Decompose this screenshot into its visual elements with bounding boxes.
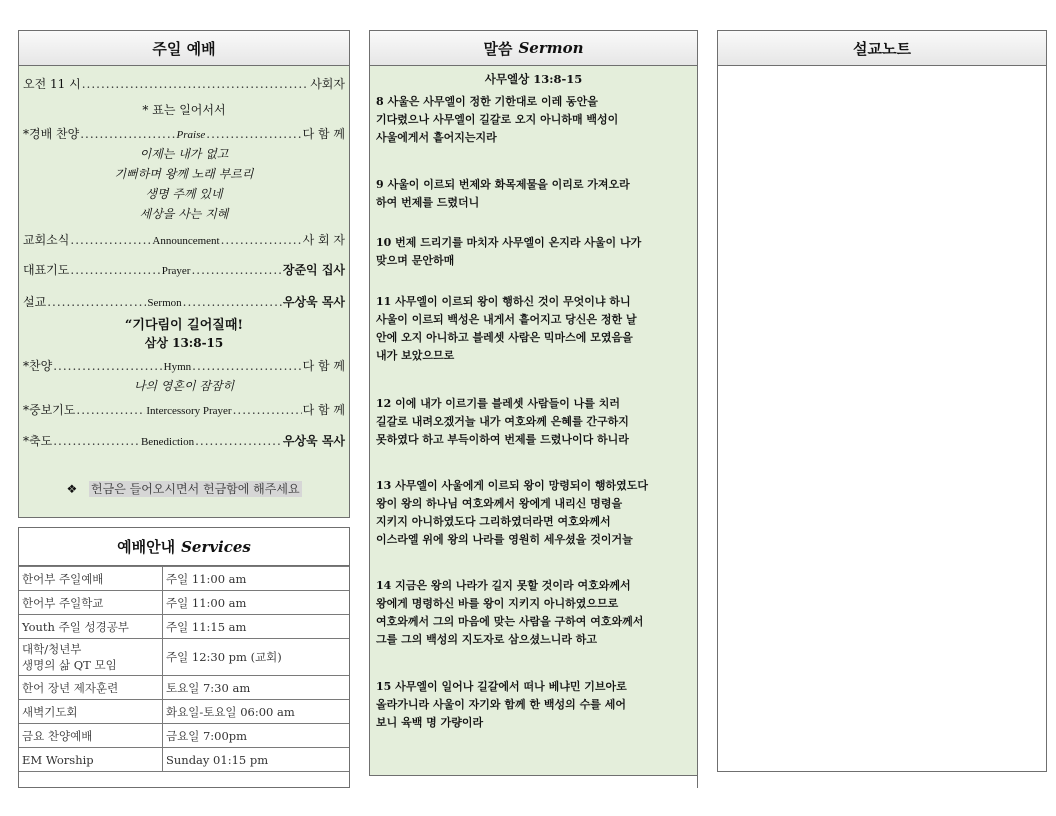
offering-note: ❖ 헌금은 들어오시면서 헌금함에 해주세요 (66, 482, 300, 496)
service-name: 새벽기도회 (19, 700, 163, 724)
service-name: 한어부 주일학교 (19, 591, 163, 615)
service-row (19, 724, 349, 748)
verse: 14 지금은 왕의 나라가 길지 못할 것이라 여호와께서 왕에게 명령하신 바를 왕이 지키지 아니하였으므로 여호와께서 그의 마음에 맞는 사람을 구하여 여호와께서 그를 그의 백성의 지도자로 삼으셨느니라 하고 (376, 579, 644, 646)
praise-lyric: 기뻐하며 왕께 노래 부르리 (114, 167, 254, 181)
time-label: 오전 11 시 (23, 77, 81, 91)
worship-order-panel (18, 30, 350, 518)
sermon-notes-title: 설교노트 (718, 31, 1046, 66)
service-row (19, 700, 349, 724)
verse: 12 이에 내가 이르기를 블레셋 사람들이 나를 치러 길갈로 내려오겠거늘 내가 여호와께 은혜를 간구하지 못하였다 하고 부득이하여 번제를 드렸나이다 하니라 (376, 397, 629, 446)
service-row (19, 639, 349, 676)
service-row (19, 748, 349, 772)
standing-note: * 표는 일어서서 (142, 103, 226, 117)
service-name: 한어 장년 제자훈련 (19, 676, 163, 700)
service-row (19, 615, 349, 639)
divider (697, 776, 698, 788)
services-table (19, 566, 349, 772)
services-panel (18, 527, 350, 788)
order-announcement-row: 교회소식 ..... Announcement ..... 사 회 자 (23, 231, 345, 248)
service-time: 화요일-토요일 06:00 am (163, 700, 350, 724)
scripture-reference: 사무엘상 13:8-15 (484, 72, 583, 86)
service-name: Youth 주일 성경공부 (19, 615, 163, 639)
service-time: 토요일 7:30 am (163, 676, 350, 700)
praise-lyric: 생명 주께 있네 (145, 187, 223, 201)
order-praise-row: *경배 찬양 ..... Praise ..... 다 함 께 (23, 125, 345, 142)
sermon-reference: 삼상 13:8-15 (144, 336, 224, 350)
diamond-bullet-icon: ❖ (66, 482, 78, 496)
sermon-panel-title: 말씀 Sermon (370, 31, 697, 66)
verse: 10 번제 드리기를 마치자 사무엘이 온지라 사울이 나가 맞으며 문안하매 (376, 236, 642, 267)
service-time: 금요일 7:00pm (163, 724, 350, 748)
verse: 13 사무엘이 사울에게 이르되 왕이 망령되이 행하였도다 왕이 왕의 하나님 여호와께서 왕에게 내리신 명령을 지키지 아니하였도다 그리하였더라면 여호와께서 이스라엘 위에 왕의 나라를 영원히 세우셨을 것이거늘 (376, 479, 649, 546)
order-intercessory-row: *중보기도 ..... Intercessory Prayer ..... 다 함 께 (23, 401, 345, 418)
sermon-panel (369, 30, 698, 776)
service-name: 대학/청년부 생명의 삶 QT 모임 (19, 639, 163, 676)
service-name: EM Worship (19, 748, 163, 772)
sermon-notes-panel (717, 30, 1047, 772)
services-title: 예배안내 Services (19, 528, 349, 566)
verse: 11 사무엘이 이르되 왕이 행하신 것이 무엇이냐 하니 사울이 이르되 백성은 내게서 흩어지고 당신은 정한 날 안에 오지 아니하고 블레셋 사람은 믹마스에 모였음을 내가 보았으므로 (376, 295, 637, 362)
service-name: 한어부 주일예배 (19, 567, 163, 591)
verse: 15 사무엘이 일어나 길갈에서 떠나 베냐민 기브아로 올라가니라 사울이 자기와 함께 한 백성의 수를 세어 보니 육백 명 가량이라 (376, 680, 627, 729)
order-prayer-row: 대표기도 ..... Prayer ..... 장준익 집사 (23, 261, 345, 278)
time-role: 사회자 (310, 77, 345, 91)
service-time: 주일 11:00 am (163, 591, 350, 615)
service-name: 금요 찬양예배 (19, 724, 163, 748)
service-row (19, 591, 349, 615)
service-row (19, 676, 349, 700)
sermon-title: “기다림이 길어질때! (124, 318, 244, 333)
service-time: 주일 12:30 pm (교회) (163, 639, 350, 676)
verse: 9 사울이 이르되 번제와 화목제물을 이리로 가져오라 하여 번제를 드렸더니 (376, 178, 630, 209)
hymn-title: 나의 영혼이 잠잠히 (133, 379, 235, 393)
order-hymn-row: *찬양 ..... Hymn ..... 다 함 께 (23, 357, 345, 374)
order-time-row (23, 75, 345, 92)
order-benediction-row: *축도 ..... Benediction ..... 우상욱 목사 (23, 432, 345, 449)
verse: 8 사울은 사무엘이 정한 기한대로 이레 동안을 기다렸으나 사무엘이 길갈로 오지 아니하매 백성이 사울에게서 흩어지는지라 (376, 95, 619, 144)
service-row (19, 567, 349, 591)
praise-lyric: 세상을 사는 지혜 (139, 207, 229, 221)
service-time: 주일 11:00 am (163, 567, 350, 591)
praise-lyric: 이제는 내가 없고 (139, 147, 229, 161)
worship-order-title: 주일 예배 (19, 31, 349, 66)
service-time: Sunday 01:15 pm (163, 748, 350, 772)
order-sermon-row: 설교 ..... Sermon ..... 우상욱 목사 (23, 293, 345, 310)
service-time: 주일 11:15 am (163, 615, 350, 639)
